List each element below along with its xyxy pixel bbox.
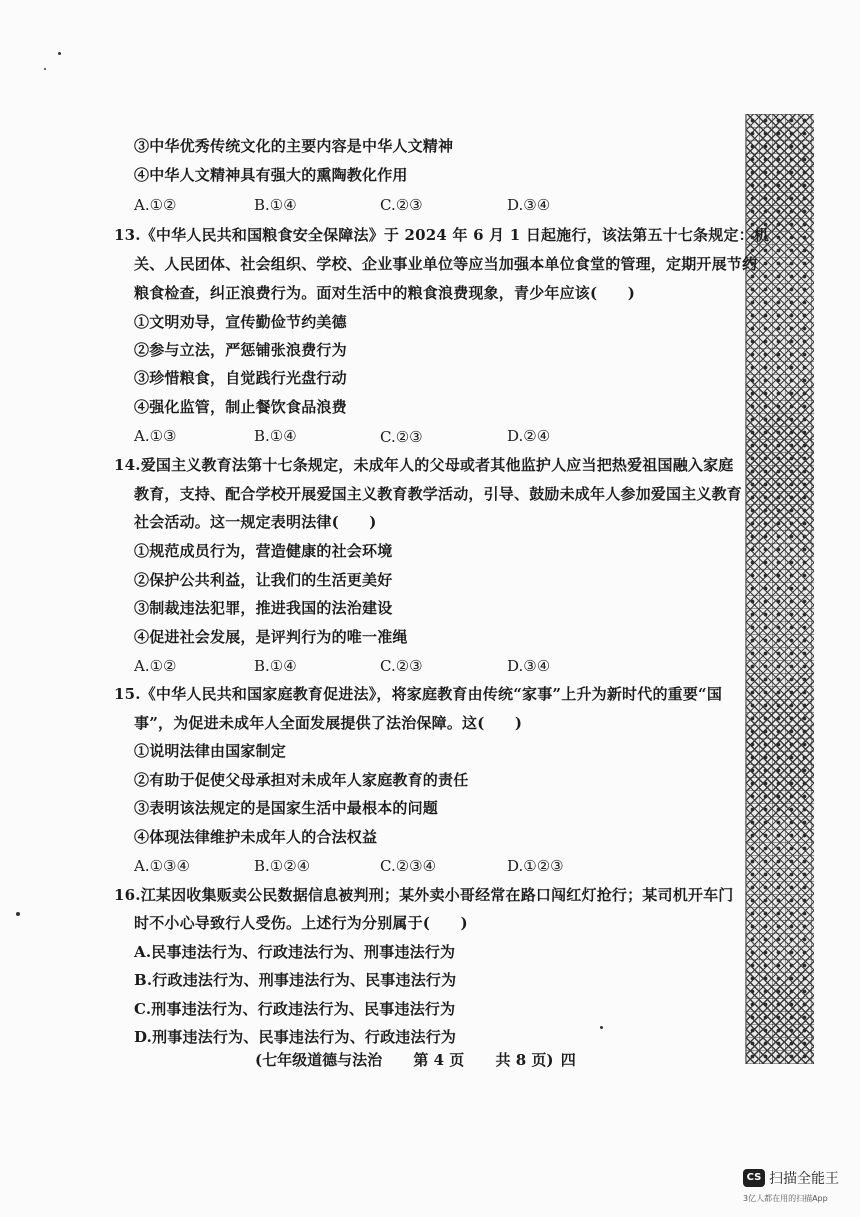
footer-page-number: 第 4 页	[413, 1051, 465, 1069]
q13-item-4: ④强化监管，制止餐饮食品浪费	[134, 398, 347, 416]
q15-item-3: ③表明该法规定的是国家生活中最根本的问题	[134, 799, 439, 817]
camscanner-name: 扫描全能王	[769, 1171, 839, 1187]
q16-option-a: A.民事违法行为、行政违法行为、刑事违法行为	[134, 943, 456, 961]
scan-speck	[58, 52, 61, 55]
q13-item-3: ③珍惜粮食，自觉践行光盘行动	[134, 369, 347, 387]
q14-stem-line-2: 教育，支持、配合学校开展爱国主义教育教学活动，引导、鼓励未成年人参加爱国主义教育	[134, 485, 743, 503]
q12-option-a: A.①②	[134, 196, 177, 214]
q14-stem-line-1: 14.爱国主义教育法第十七条规定，未成年人的父母或者其他监护人应当把热爱祖国融入家庭	[114, 456, 734, 474]
q15-item-1: ①说明法律由国家制定	[134, 742, 287, 760]
q16-option-b: B.行政违法行为、刑事违法行为、民事违法行为	[134, 971, 457, 989]
q13-stem-line-3: 粮食检查，纠正浪费行为。面对生活中的粮食浪费现象，青少年应该( )	[134, 284, 635, 302]
q14-option-a: A.①②	[134, 657, 177, 675]
q14-item-3: ③制裁违法犯罪，推进我国的法治建设	[134, 599, 393, 617]
footer-mark: 四	[560, 1051, 576, 1069]
q15-option-c: C.②③④	[380, 857, 437, 875]
q12-option-b: B.①④	[254, 196, 297, 214]
q16-option-c: C.刑事违法行为、行政违法行为、民事违法行为	[134, 1000, 456, 1018]
q14-option-d: D.③④	[507, 657, 551, 675]
q14-item-1: ①规范成员行为，营造健康的社会环境	[134, 542, 393, 560]
q12-item-3: ③中华优秀传统文化的主要内容是中华人文精神	[134, 137, 454, 155]
q16-stem-line-2: 时不小心导致行人受伤。上述行为分别属于( )	[134, 914, 468, 932]
q15-item-4: ④体现法律维护未成年人的合法权益	[134, 828, 378, 846]
q12-item-4: ④中华人文精神具有强大的熏陶教化作用	[134, 166, 408, 184]
q15-option-b: B.①②④	[254, 857, 311, 875]
q16-option-d: D.刑事违法行为、民事违法行为、行政违法行为	[134, 1028, 457, 1046]
footer-total-pages: 共 8 页)	[495, 1051, 554, 1069]
q12-option-c: C.②③	[380, 196, 423, 214]
scan-speck	[600, 1026, 603, 1029]
q15-option-a: A.①③④	[134, 857, 190, 875]
q12-option-d: D.③④	[507, 196, 551, 214]
q14-option-b: B.①④	[254, 657, 297, 675]
scan-speck	[44, 68, 46, 70]
q14-option-c: C.②③	[380, 657, 423, 675]
q15-stem-line-2: 事”，为促进未成年人全面发展提供了法治保障。这( )	[134, 714, 523, 732]
footer-subject: (七年级道德与法治	[255, 1051, 383, 1069]
q14-item-2: ②保护公共利益，让我们的生活更美好	[134, 571, 393, 589]
scan-speck	[16, 912, 20, 916]
camscanner-logo: CS	[743, 1169, 765, 1187]
q15-stem-line-1: 15.《中华人民共和国家庭教育促进法》，将家庭教育由传统“家事”上升为新时代的重要“国	[114, 685, 723, 703]
q13-item-1: ①文明劝导，宣传勤俭节约美德	[134, 313, 347, 331]
q15-option-d: D.①②③	[507, 857, 564, 875]
q14-stem-line-3: 社会活动。这一规定表明法律( )	[134, 513, 377, 531]
q16-stem-line-1: 16.江某因收集贩卖公民数据信息被判刑；某外卖小哥经常在路口闯红灯抢行；某司机开车门	[114, 886, 734, 904]
q13-item-2: ②参与立法，严惩铺张浪费行为	[134, 341, 347, 359]
page-footer	[255, 1050, 602, 1070]
camscanner-tagline: 3亿人都在用的扫描App	[743, 1194, 828, 1203]
q14-item-4: ④促进社会发展，是评判行为的唯一准绳	[134, 628, 408, 646]
q13-option-a: A.①③	[134, 427, 177, 445]
q13-stem-line-1: 13.《中华人民共和国粮食安全保障法》于 2024 年 6 月 1 日起施行，该法第五十七条规定：机	[114, 226, 770, 244]
q15-item-2: ②有助于促使父母承担对未成年人家庭教育的责任	[134, 771, 469, 789]
q13-option-c: C.②③	[380, 428, 423, 446]
q13-stem-line-2: 关、人民团体、社会组织、学校、企业事业单位等应当加强本单位食堂的管理，定期开展节约	[134, 255, 758, 273]
q13-option-d: D.②④	[507, 427, 551, 445]
q13-option-b: B.①④	[254, 427, 297, 445]
